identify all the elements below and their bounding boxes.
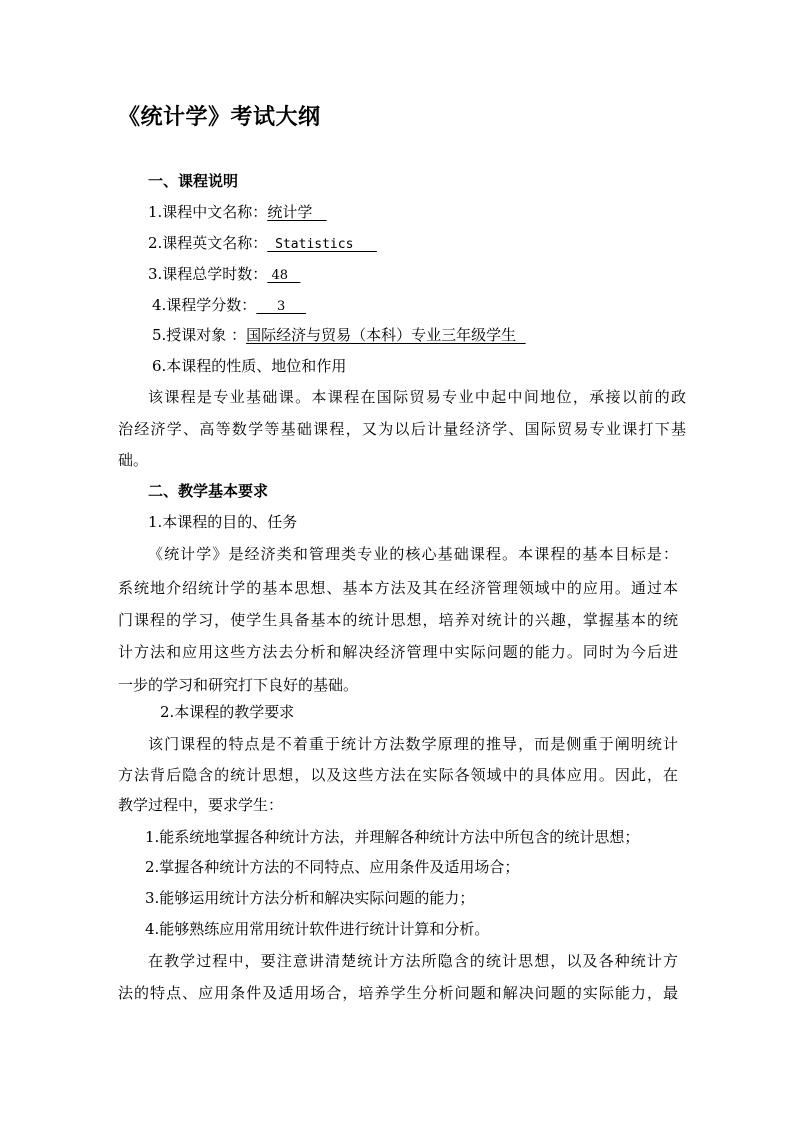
paragraph-line: 方法背后隐含的统计思想，以及这些方法在实际各领域中的具体应用。因此，在 <box>118 766 678 784</box>
course-total-hours-label: 3.课程总学时数： <box>148 265 268 283</box>
paragraph-line: 计方法和应用这些方法去分析和解决经济管理中实际问题的能力。同时为今后进 <box>118 643 678 661</box>
requirement-item: 1.能系统地掌握各种统计方法，并理解各种统计方法中所包含的统计思想； <box>145 828 640 846</box>
course-credits-label: 4.课程学分数： <box>152 296 257 314</box>
course-chinese-name-value: 统计学 <box>267 203 327 221</box>
subsection-heading-requirements: 2.本课程的教学要求 <box>160 703 295 721</box>
course-chinese-name-label: 1.课程中文名称： <box>148 203 268 221</box>
paragraph-line: 治经济学、高等数学等基础课程，又为以后计量经济学、国际贸易专业课打下基 <box>118 420 686 438</box>
requirement-item: 4.能够熟练应用常用统计软件进行统计计算和分析。 <box>145 920 490 938</box>
paragraph-line: 系统地介绍统计学的基本思想、基本方法及其在经济管理领域中的应用。通过本 <box>118 579 678 597</box>
paragraph-line: 该课程是专业基础课。本课程在国际贸易专业中起中间地位，承接以前的政 <box>148 388 686 406</box>
subsection-heading-purpose: 1.本课程的目的、任务 <box>148 513 298 531</box>
page-title: 《统计学》考试大纲 <box>118 104 321 130</box>
section-heading-course-description: 一、课程说明 <box>148 172 239 190</box>
paragraph-line: 该门课程的特点是不着重于统计方法数学原理的推导，而是侧重于阐明统计 <box>148 735 678 753</box>
course-credits-row <box>152 296 306 316</box>
course-audience-row <box>152 326 526 344</box>
course-nature-heading: 6.本课程的性质、地位和作用 <box>152 357 347 375</box>
requirement-item: 2.掌握各种统计方法的不同特点、应用条件及适用场合； <box>145 858 520 876</box>
paragraph-line: 一步的学习和研究打下良好的基础。 <box>118 676 359 694</box>
course-audience-value: 国际经济与贸易（本科）专业三年级学生 <box>246 326 526 344</box>
paragraph-line: 门课程的学习，使学生具备基本的统计思想，培养对统计的兴趣，掌握基本的统 <box>118 611 678 629</box>
course-english-name-row <box>148 234 377 254</box>
paragraph-line: 在教学过程中，要注意讲清楚统计方法所隐含的统计思想，以及各种统计方 <box>148 952 678 970</box>
section-heading-teaching-requirements: 二、教学基本要求 <box>148 482 269 500</box>
course-total-hours-value: 48 <box>267 268 301 283</box>
paragraph-line: 《统计学》是经济类和管理类专业的核心基础课程。本课程的基本目标是： <box>148 545 678 563</box>
course-credits-value: 3 <box>256 299 306 314</box>
course-english-name-label: 2.课程英文名称： <box>148 234 268 252</box>
course-audience-label: 5.授课对象 ： <box>152 326 247 344</box>
course-english-name-value: Statistics <box>267 237 377 252</box>
requirement-item: 3.能够运用统计方法分析和解决实际问题的能力； <box>145 889 475 907</box>
paragraph-line: 础。 <box>118 451 149 469</box>
course-total-hours-row <box>148 265 300 285</box>
paragraph-line: 法的特点、应用条件及适用场合，培养学生分析问题和解决问题的实际能力，最 <box>118 984 678 1002</box>
paragraph-line: 教学过程中，要求学生： <box>118 796 284 814</box>
course-chinese-name-row <box>148 203 327 221</box>
